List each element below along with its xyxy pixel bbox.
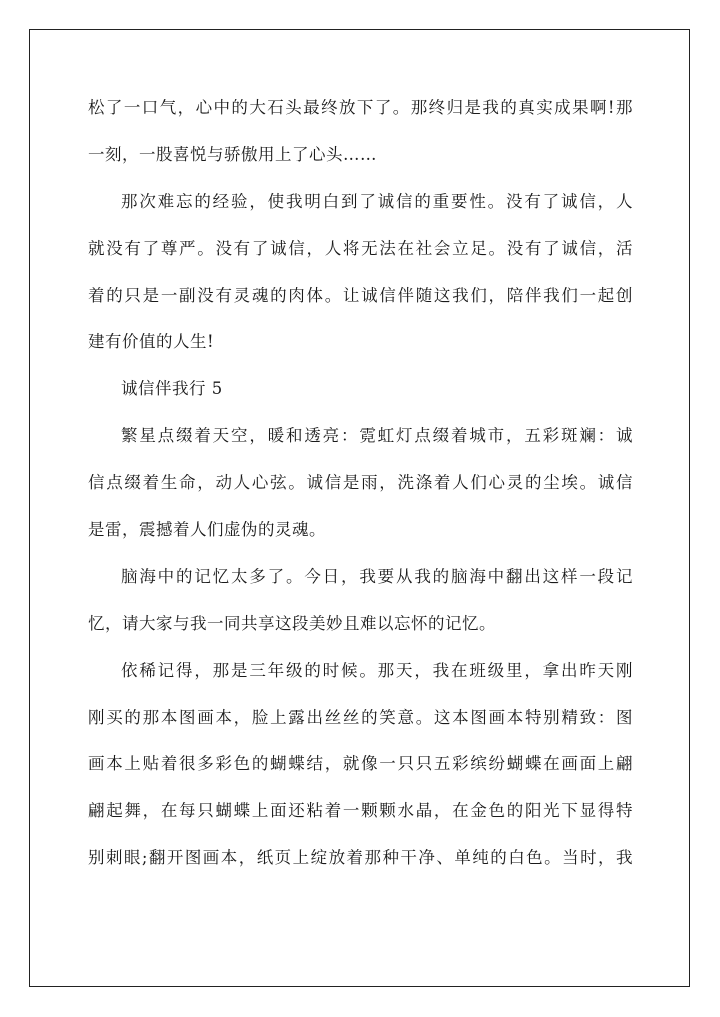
text-line: 画本上贴着很多彩色的蝴蝶结，就像一只只五彩缤纷蝴蝶在画面上翩 <box>88 754 633 774</box>
text-line: 建有价值的人生! <box>88 332 215 352</box>
text-line: 着的只是一副没有灵魂的肉体。让诚信伴随这我们，陪伴我们一起创 <box>88 285 633 305</box>
text-line: 繁星点缀着天空，暖和透亮：霓虹灯点缀着城市，五彩斑斓：诚 <box>121 426 633 446</box>
text-line: 脑海中的记忆太多了。今日，我要从我的脑海中翻出这样一段记 <box>121 566 633 586</box>
text-line: 刚买的那本图画本，脸上露出丝丝的笑意。这本图画本特别精致：图 <box>88 707 633 727</box>
section-heading: 诚信伴我行 5 <box>121 379 223 399</box>
text-line: 一刻，一股喜悦与骄傲用上了心头…… <box>88 144 377 164</box>
text-line: 忆，请大家与我一同共享这段美妙且难以忘怀的记忆。 <box>88 613 496 633</box>
document-body <box>88 94 633 891</box>
text-line: 是雷，震撼着人们虚伪的灵魂。 <box>88 520 326 540</box>
text-line: 信点缀着生命，动人心弦。诚信是雨，洗涤着人们心灵的尘埃。诚信 <box>88 473 633 493</box>
text-line: 那次难忘的经验，使我明白到了诚信的重要性。没有了诚信，人 <box>121 191 633 211</box>
text-line: 松了一口气，心中的大石头最终放下了。那终归是我的真实成果啊!那 <box>88 98 633 117</box>
text-line: 翩起舞，在每只蝴蝶上面还粘着一颗颗水晶，在金色的阳光下显得特 <box>88 801 633 821</box>
text-line: 就没有了尊严。没有了诚信，人将无法在社会立足。没有了诚信，活 <box>88 238 633 258</box>
text-line: 依稀记得，那是三年级的时候。那天，我在班级里，拿出昨天刚 <box>121 660 633 680</box>
text-line: 别刺眼;翻开图画本，纸页上绽放着那种干净、单纯的白色。当时，我 <box>88 848 633 868</box>
